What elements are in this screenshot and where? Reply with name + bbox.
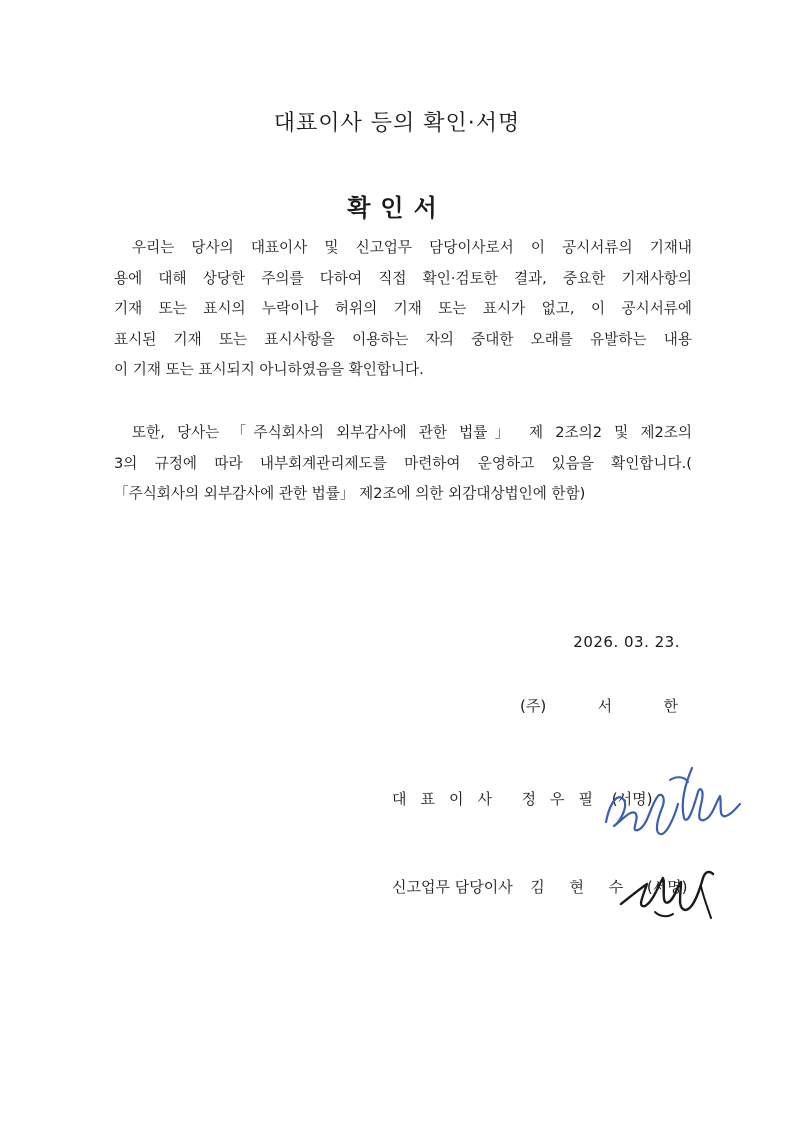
signer-title: 대표이사 <box>392 790 506 808</box>
paragraph-line: 이 기재 또는 표시되지 아니하였음을 확인합니다. <box>114 361 424 378</box>
paragraph-line: 기재 또는 표시의 누락이나 허위의 기재 또는 표시가 없고, 이 공시서류에 <box>114 300 692 317</box>
disclosure-officer-signature-line <box>392 876 688 897</box>
company-name <box>520 695 678 716</box>
paragraph-line: 3의 규정에 따라 내부회계관리제도를 마련하여 운영하고 있음을 확인합니다.( <box>114 454 692 472</box>
paragraph-line: 우리는 당사의 대표이사 및 신고업무 담당이사로서 이 공시서류의 기재내 <box>132 239 692 256</box>
paragraph-line: 「주식회사의 외부감사에 관한 법률」 제2조에 의한 외감대상법인에 한함) <box>114 485 586 502</box>
sign-mark: (서명) <box>611 790 653 808</box>
signer-name: 김 현 수 <box>530 878 634 896</box>
internal-control-paragraph <box>114 418 692 510</box>
paragraph-line: 용에 대해 상당한 주의를 다하여 직접 확인·검토한 결과, 중요한 기재사항의 <box>114 269 692 287</box>
document-subtitle: 확인서 <box>347 194 447 222</box>
signer-name: 정우필 <box>521 790 608 808</box>
company-name-char: 서 <box>597 697 613 715</box>
document-heading: 대표이사 등의 확인·서명 <box>273 111 521 136</box>
confirmation-paragraph <box>114 233 692 386</box>
company-prefix: (주) <box>520 697 547 715</box>
company-name-char: 한 <box>663 697 678 715</box>
paragraph-line: 또한, 당사는 「주식회사의 외부감사에 관한 법률」 제 2조의2 및 제2조의 <box>132 424 692 441</box>
signer-title: 신고업무 담당이사 <box>392 878 513 896</box>
paragraph-line: 표시된 기재 또는 표시사항을 이용하는 자의 중대한 오래를 유발하는 내용 <box>114 330 692 348</box>
document-date: 2026. 03. 23. <box>573 633 680 651</box>
ceo-signature-line <box>392 788 652 809</box>
sign-mark: (서명) <box>646 878 688 896</box>
